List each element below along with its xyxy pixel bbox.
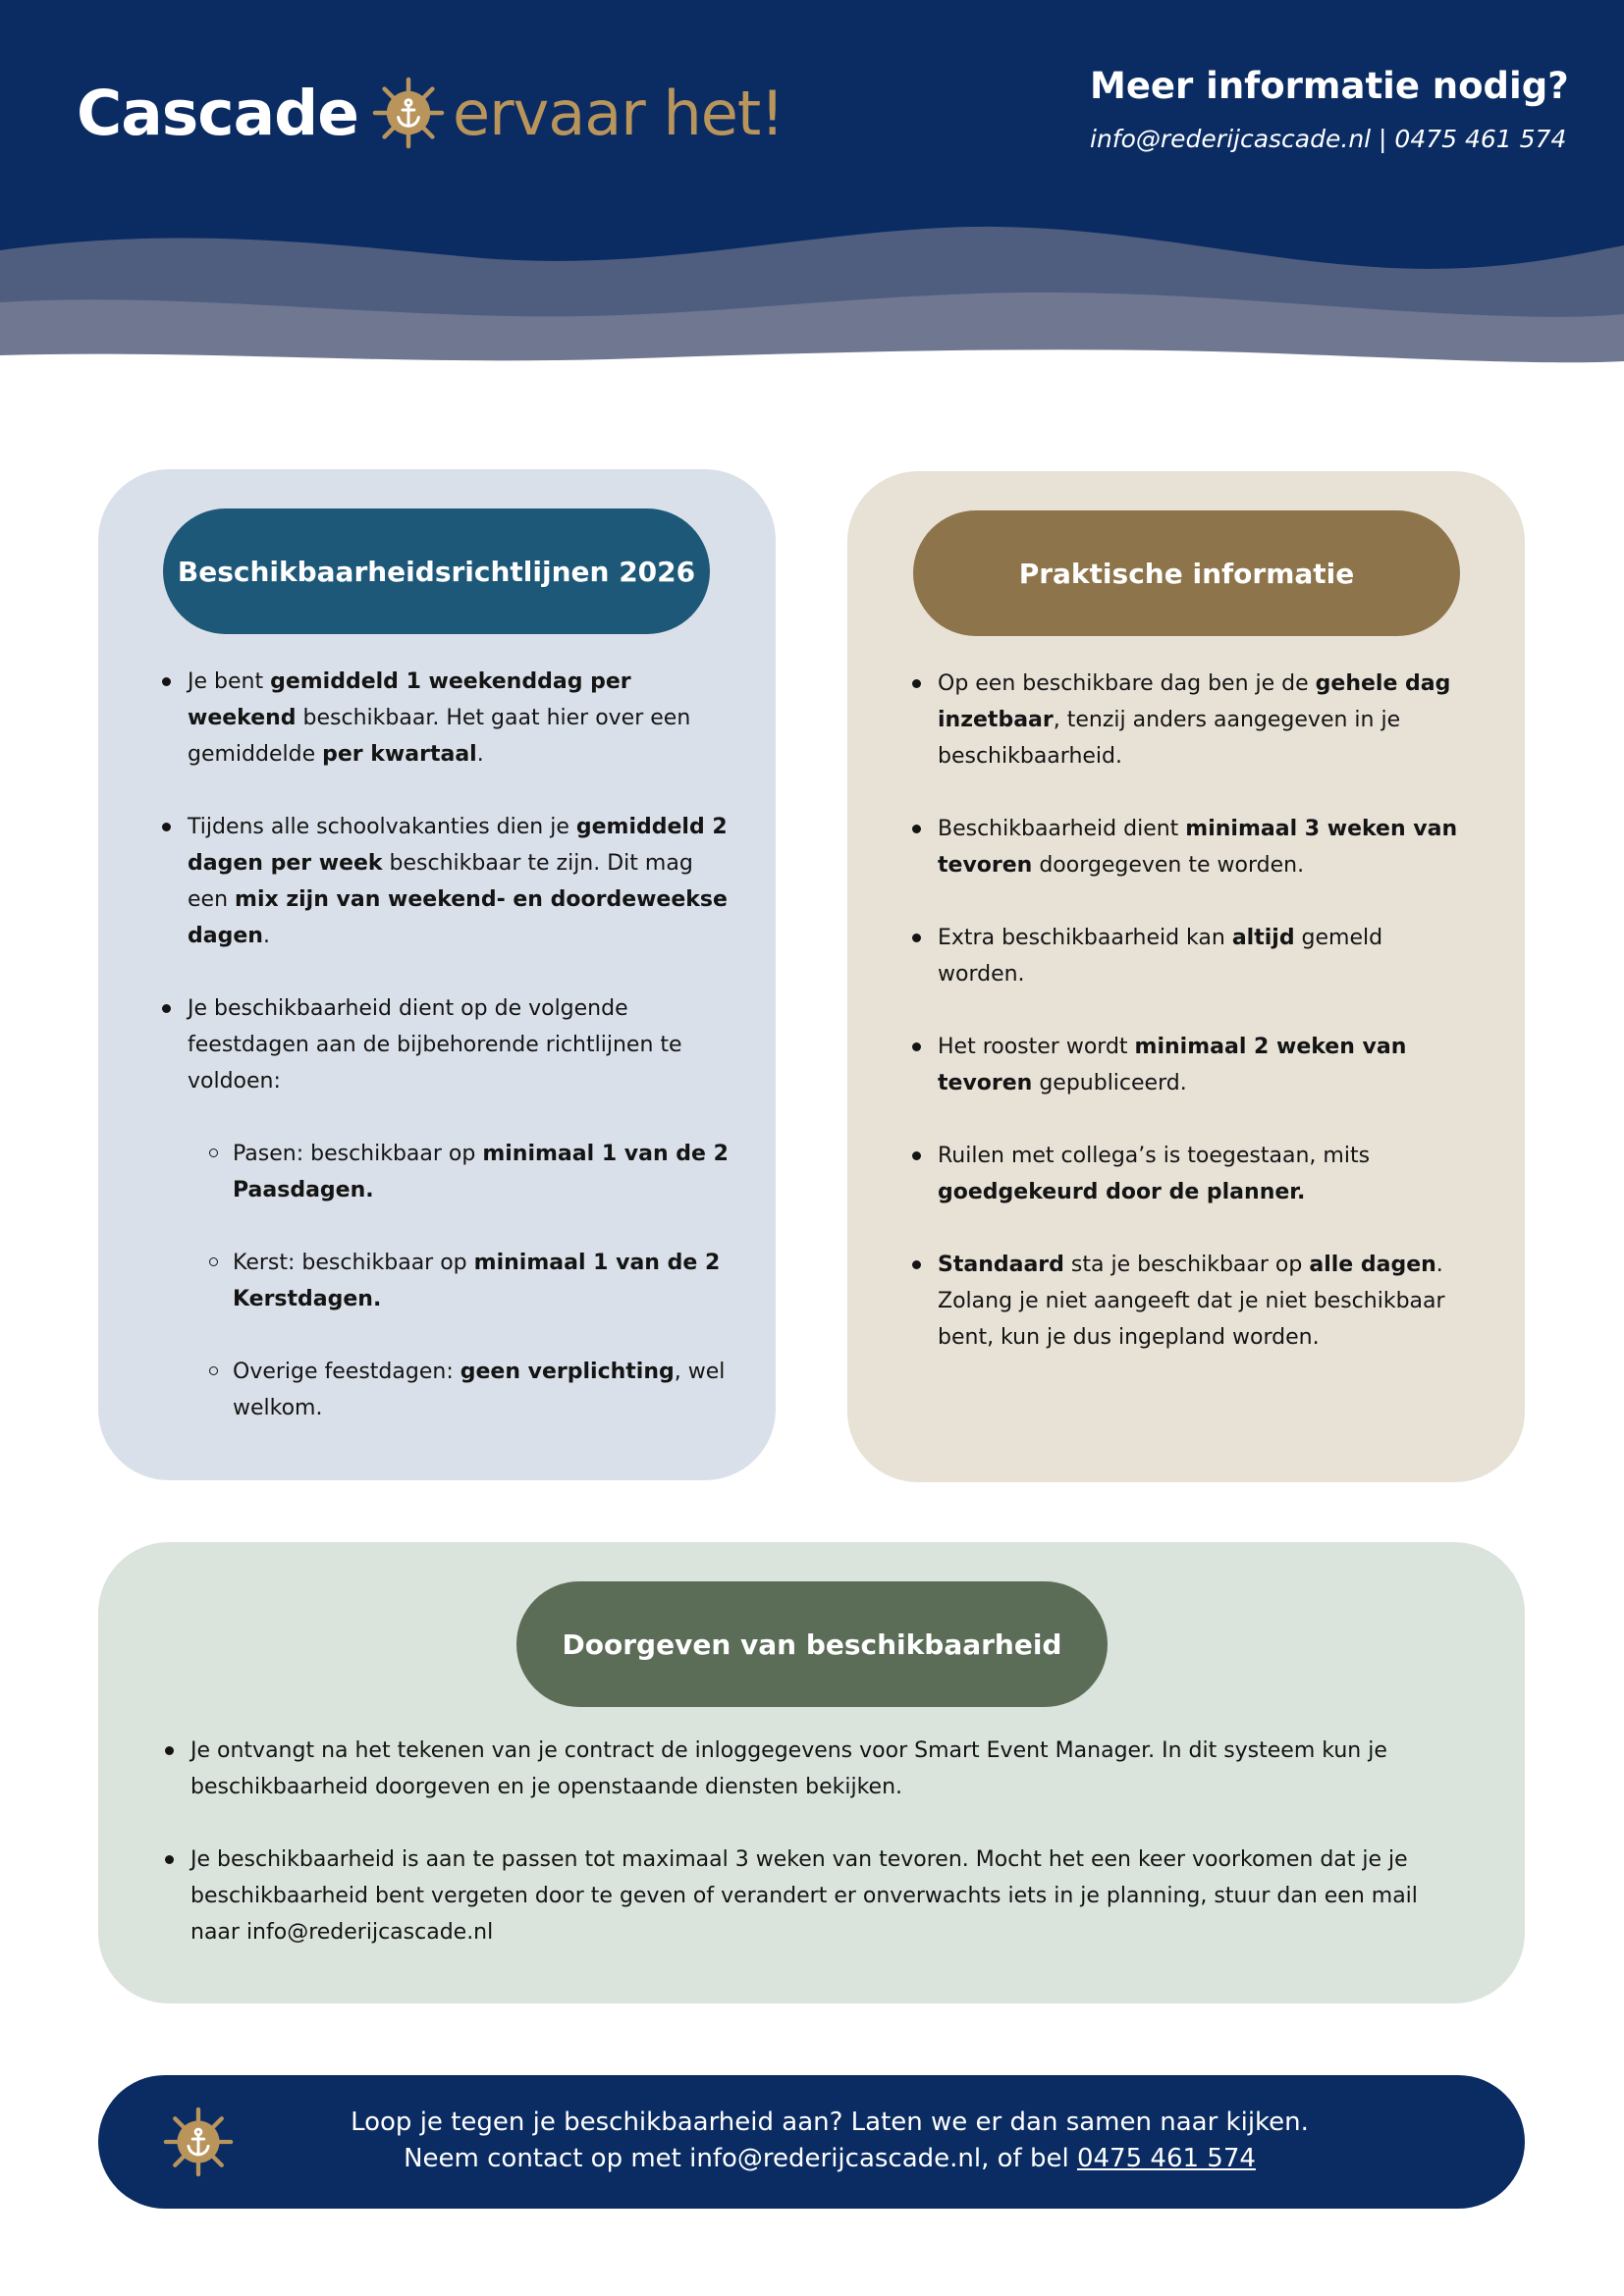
text: Overige feestdagen:: [233, 1360, 460, 1384]
list-item: [190, 1733, 1467, 1805]
page-header: [0, 0, 1624, 373]
text: sta je beschikbaar op: [1063, 1253, 1310, 1277]
list-item: [938, 666, 1468, 774]
ships-wheel-anchor-icon: [163, 2107, 234, 2177]
text: gepubliceerd.: [1032, 1071, 1187, 1095]
text: Je beschikbaarheid dient op de volgende feestdagen aan de bijbehorende richtlijnen te voldoen:: [188, 996, 682, 1094]
text: .: [262, 924, 270, 948]
list-item: [938, 1138, 1468, 1210]
text: Tijdens alle schoolvakanties dien je: [188, 815, 576, 839]
practical-info-title: Praktische informatie: [913, 510, 1460, 636]
sub-list-item: [233, 1245, 737, 1317]
brand-tagline: ervaar het!: [452, 77, 785, 149]
ships-wheel-anchor-icon: [372, 77, 445, 149]
list-item: [188, 664, 737, 773]
list-item: [188, 809, 737, 954]
contact-title: Meer informatie nodig?: [1090, 65, 1569, 107]
text: Het rooster wordt: [938, 1035, 1135, 1059]
submit-availability-panel: [98, 1542, 1525, 2003]
bold-text: gemiddeld 1 weekenddag per weekend: [188, 669, 631, 730]
practical-info-panel: [847, 471, 1525, 1482]
submit-availability-list: [190, 1733, 1467, 1987]
text: Extra beschikbaarheid kan: [938, 926, 1232, 950]
text: .: [476, 742, 484, 767]
bold-text: geen verplichting: [460, 1360, 675, 1384]
bold-text: goedgekeurd door de planner.: [938, 1180, 1306, 1204]
footer-line-2-text: Neem contact op met info@rederijcascade.nl, of bel: [404, 2144, 1077, 2173]
bold-text: Standaard: [938, 1253, 1064, 1277]
text: beschikbaar. Het gaat hier over een gemiddelde: [188, 706, 691, 767]
footer-line-2: [255, 2141, 1404, 2177]
sub-list: [188, 1136, 737, 1426]
bold-text: altijd: [1231, 926, 1295, 950]
sub-list-item: [233, 1354, 737, 1426]
bold-text: minimaal 1 van de 2 Kerstdagen.: [233, 1251, 721, 1311]
text: Ruilen met collega’s is toegestaan, mits: [938, 1144, 1371, 1168]
footer-line-1: Loop je tegen je beschikbaarheid aan? Laten we er dan samen naar kijken.: [351, 2108, 1309, 2137]
text: gemeld worden.: [938, 926, 1383, 987]
sub-list-item: [233, 1136, 737, 1208]
bold-text: gehele dag inzetbaar: [938, 671, 1451, 732]
availability-guidelines-list: [188, 664, 737, 1463]
text: Je beschikbaarheid is aan te passen tot maximaal 3 weken van tevoren. Mocht het een keer voorkomen dat je je beschikbaarheid bent vergeten door te geven of verandert er onverwachts iets in je planning, stuur dan een mail naar info@rederijcascade.nl: [190, 1847, 1418, 1945]
practical-info-list: [938, 666, 1468, 1392]
availability-guidelines-title: Beschikbaarheidsrichtlijnen 2026: [163, 508, 710, 634]
text: . Zolang je niet aangeeft dat je niet beschikbaar bent, kun je dus ingepland worden.: [938, 1253, 1445, 1350]
header-contact: [1090, 65, 1600, 153]
list-item: [938, 811, 1468, 883]
contact-line[interactable]: info@rederijcascade.nl | 0475 461 574: [1090, 125, 1567, 153]
text: doorgegeven te worden.: [1032, 853, 1305, 878]
text: , wel welkom.: [233, 1360, 726, 1420]
text: Beschikbaarheid dient: [938, 817, 1186, 841]
bold-text: alle dagen: [1309, 1253, 1436, 1277]
header-waves: [0, 0, 1624, 373]
list-item: [938, 920, 1468, 992]
text: Je ontvangt na het tekenen van je contract de inloggegevens voor Smart Event Manager. In dit systeem kun je beschikbaarheid doorgeven en je openstaande diensten bekijken.: [190, 1738, 1387, 1799]
submit-availability-title: Doorgeven van beschikbaarheid: [516, 1581, 1108, 1707]
bold-text: minimaal 2 weken van tevoren: [938, 1035, 1407, 1095]
list-item: [938, 1247, 1468, 1356]
availability-guidelines-panel: [98, 469, 776, 1480]
footer-phone-link[interactable]: 0475 461 574: [1076, 2144, 1256, 2173]
list-item: [190, 1842, 1467, 1950]
bold-text: gemiddeld 2 dagen per week: [188, 815, 728, 876]
text: Je bent: [188, 669, 271, 694]
contact-footer-banner: [98, 2075, 1525, 2209]
list-item: [188, 990, 737, 1426]
list-item: [938, 1029, 1468, 1101]
bold-text: minimaal 3 weken van tevoren: [938, 817, 1458, 878]
text: Op een beschikbare dag ben je de: [938, 671, 1316, 696]
bold-text: minimaal 1 van de 2 Paasdagen.: [233, 1142, 729, 1202]
text: Kerst: beschikbaar op: [233, 1251, 474, 1275]
text: Pasen: beschikbaar op: [233, 1142, 483, 1166]
text: beschikbaar te zijn. Dit mag een: [188, 851, 693, 912]
brand-name: Cascade: [77, 77, 358, 149]
bold-text: per kwartaal: [322, 742, 477, 767]
footer-text: [255, 2105, 1404, 2177]
bold-text: mix zijn van weekend- en doordeweekse dagen: [188, 887, 728, 948]
text: , tenzij anders aangegeven in je beschikbaarheid.: [938, 708, 1401, 769]
brand-logo[interactable]: [77, 69, 784, 157]
